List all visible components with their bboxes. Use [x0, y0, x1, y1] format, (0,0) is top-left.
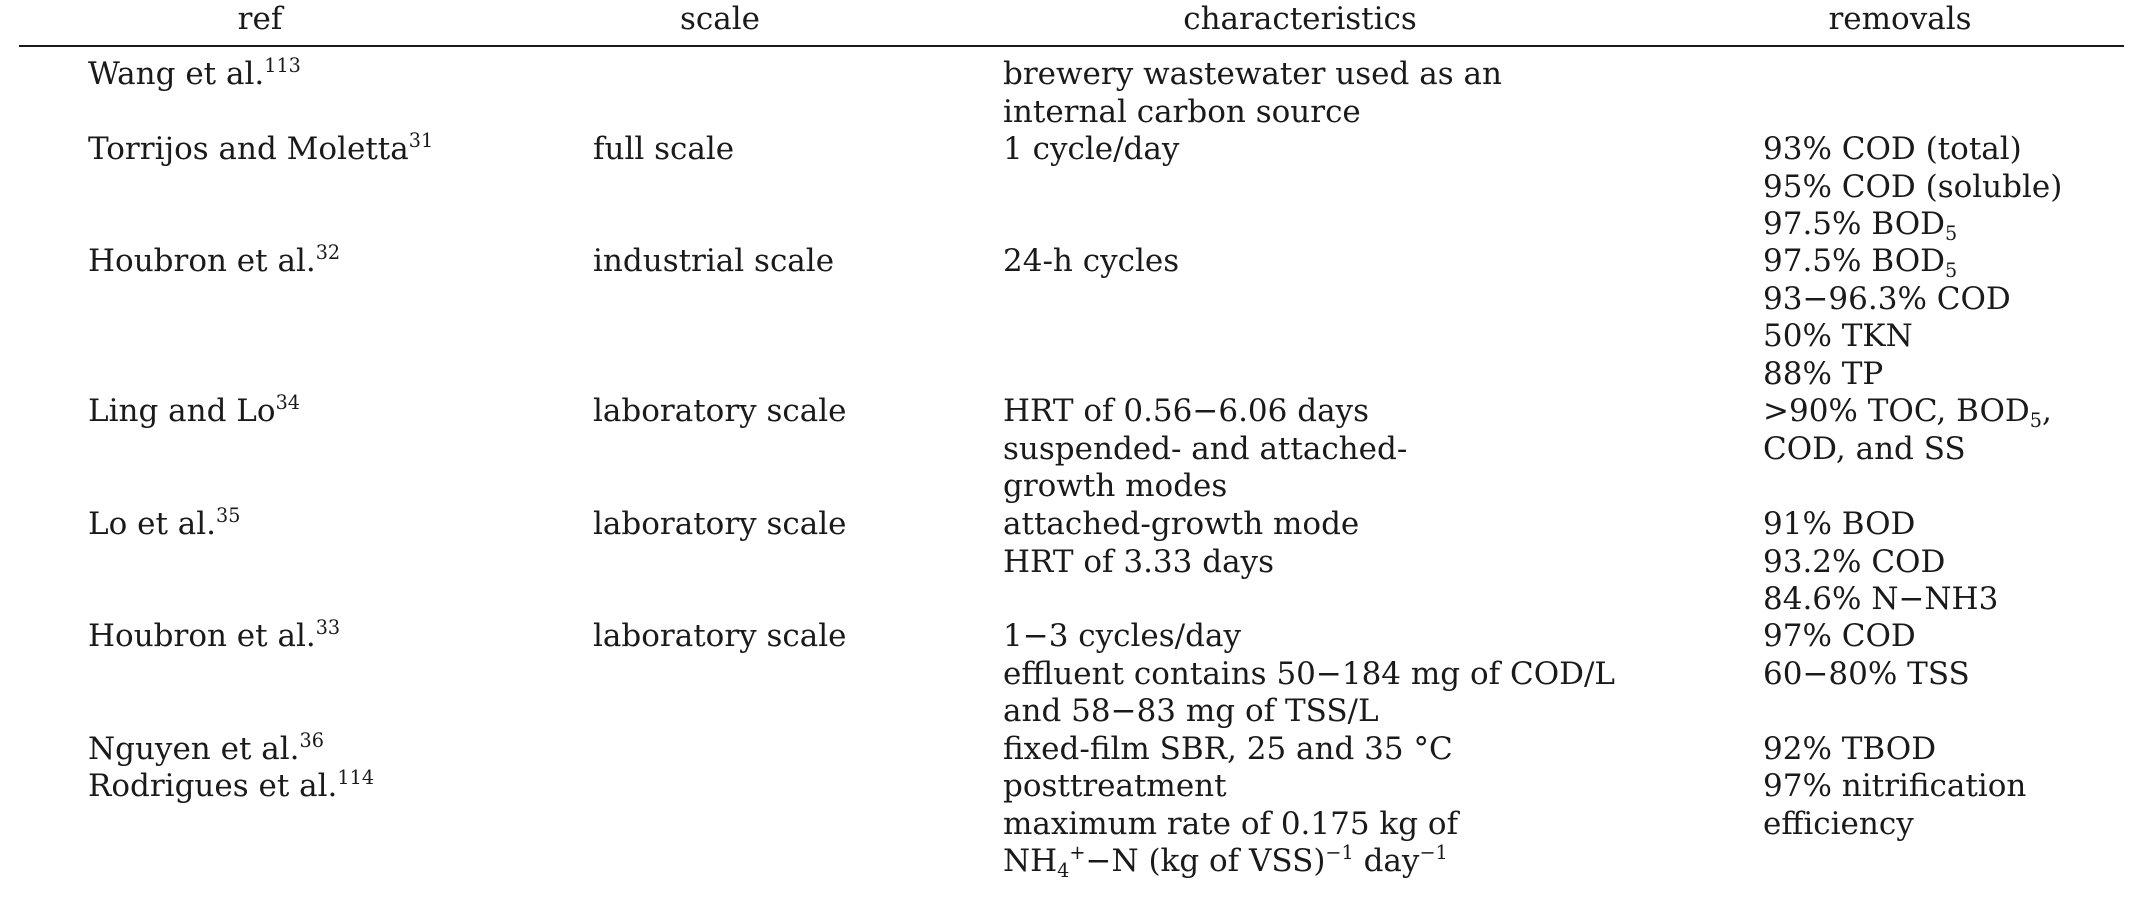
table-row: [88, 393, 300, 431]
scale-cell: laboratory scale: [593, 618, 847, 654]
header-characteristics: characteristics: [1183, 1, 1417, 37]
header-removals: removals: [1828, 1, 1972, 37]
scale-cell: industrial scale: [593, 243, 835, 279]
removal-line: 93% COD (total): [1763, 131, 2022, 167]
ref-citation: 35: [216, 504, 241, 528]
characteristics-cell: [1003, 243, 1179, 281]
removal-line: 97% COD: [1763, 618, 1916, 654]
ref-citation: 32: [315, 241, 341, 265]
ref-citation: 36: [299, 729, 324, 753]
scale-cell: full scale: [593, 131, 735, 167]
removal-line: 93−96.3% COD: [1763, 280, 2011, 317]
ref-name: Rodrigues et al.: [88, 768, 338, 804]
characteristics-line: 24-h cycles: [1003, 243, 1180, 279]
ref-name: Nguyen et al.: [88, 731, 300, 767]
ref-name: Houbron et al.: [88, 243, 316, 279]
characteristics-cell: [1003, 506, 1359, 581]
table-row: [88, 618, 340, 656]
characteristics-cell: [1003, 731, 1453, 769]
removal-line: 60−80% TSS: [1763, 655, 1970, 692]
scale-cell: laboratory scale: [593, 506, 847, 542]
removal-line: 95% COD (soluble): [1763, 168, 2063, 205]
removal-line: 84.6% N−NH3: [1763, 581, 1999, 617]
removal-line: 50% TKN: [1763, 318, 1913, 354]
removal-line: 97.5% $BOD_5$: [1763, 243, 1958, 282]
removals-cell: [1763, 131, 2062, 244]
removal-line: 97% nitrification: [1763, 768, 2027, 804]
removal-line: 97.5% $BOD_5$: [1763, 206, 1958, 245]
ref-name: Lo et al.: [88, 506, 217, 542]
removal-line: 91% BOD: [1763, 506, 1916, 542]
table-row: [88, 131, 433, 169]
removal-line: COD, and SS: [1763, 430, 1966, 467]
characteristics-formula-line: $NH_4^+-N$ (kg of VSS)$^{-1}$ day$^{-1}$: [1003, 841, 1448, 882]
ref-citation: 33: [315, 616, 341, 640]
characteristics-line: growth modes: [1003, 468, 1228, 504]
table-row: [88, 56, 301, 94]
characteristics-cell: [1003, 56, 1502, 131]
characteristics-line: posttreatment: [1003, 768, 1227, 804]
characteristics-line: internal carbon source: [1003, 93, 1361, 130]
characteristics-line: suspended- and attached-: [1003, 430, 1408, 467]
removals-cell: [1763, 731, 1936, 769]
ref-citation: 114: [337, 766, 375, 790]
header-ref: ref: [237, 1, 283, 37]
header-rule: [19, 45, 2124, 47]
scale-cell: laboratory scale: [593, 393, 847, 429]
removals-cell: [1763, 393, 2052, 468]
ref-citation: 113: [264, 54, 301, 78]
table-row: [88, 243, 340, 281]
table-row: [88, 768, 374, 806]
ref-name: Ling and Lo: [88, 393, 276, 429]
ref-name: Wang et al.: [88, 56, 265, 92]
characteristics-cell: [1003, 131, 1179, 169]
characteristics-line: HRT of 0.56−6.06 days: [1003, 393, 1369, 429]
removals-cell: [1763, 618, 1970, 693]
ref-name: Torrijos and Moletta: [88, 131, 409, 167]
characteristics-cell: [1003, 393, 1407, 506]
ref-citation: 34: [275, 391, 300, 415]
characteristics-line: 1−3 cycles/day: [1003, 618, 1241, 654]
removal-line: 93.2% COD: [1763, 543, 1946, 580]
characteristics-line: and 58−83 mg of TSS/L: [1003, 693, 1379, 729]
table-row: [88, 731, 324, 769]
characteristics-line: 1 cycle/day: [1003, 131, 1180, 167]
characteristics-line: brewery wastewater used as an: [1003, 56, 1502, 92]
characteristics-cell: [1003, 768, 1458, 881]
characteristics-cell: [1003, 618, 1615, 731]
characteristics-line: HRT of 3.33 days: [1003, 543, 1274, 580]
removals-cell: [1763, 506, 1998, 619]
removals-cell: [1763, 243, 2011, 393]
table-row: [88, 506, 240, 544]
ref-name: Houbron et al.: [88, 618, 316, 654]
characteristics-line: maximum rate of 0.175 kg of: [1003, 805, 1459, 842]
removal-line: efficiency: [1763, 805, 1914, 842]
removals-cell: [1763, 768, 2026, 843]
characteristics-line: effluent contains 50−184 mg of COD/L: [1003, 655, 1615, 692]
header-scale: scale: [679, 1, 760, 37]
ref-citation: 31: [408, 129, 434, 153]
removal-line: 92% TBOD: [1763, 731, 1937, 767]
removal-line: >90% TOC, $BOD_5$,: [1763, 393, 2052, 432]
characteristics-line: fixed-film SBR, 25 and 35 °C: [1003, 731, 1453, 767]
removal-line: 88% TP: [1763, 355, 1884, 392]
characteristics-line: attached-growth mode: [1003, 506, 1360, 542]
